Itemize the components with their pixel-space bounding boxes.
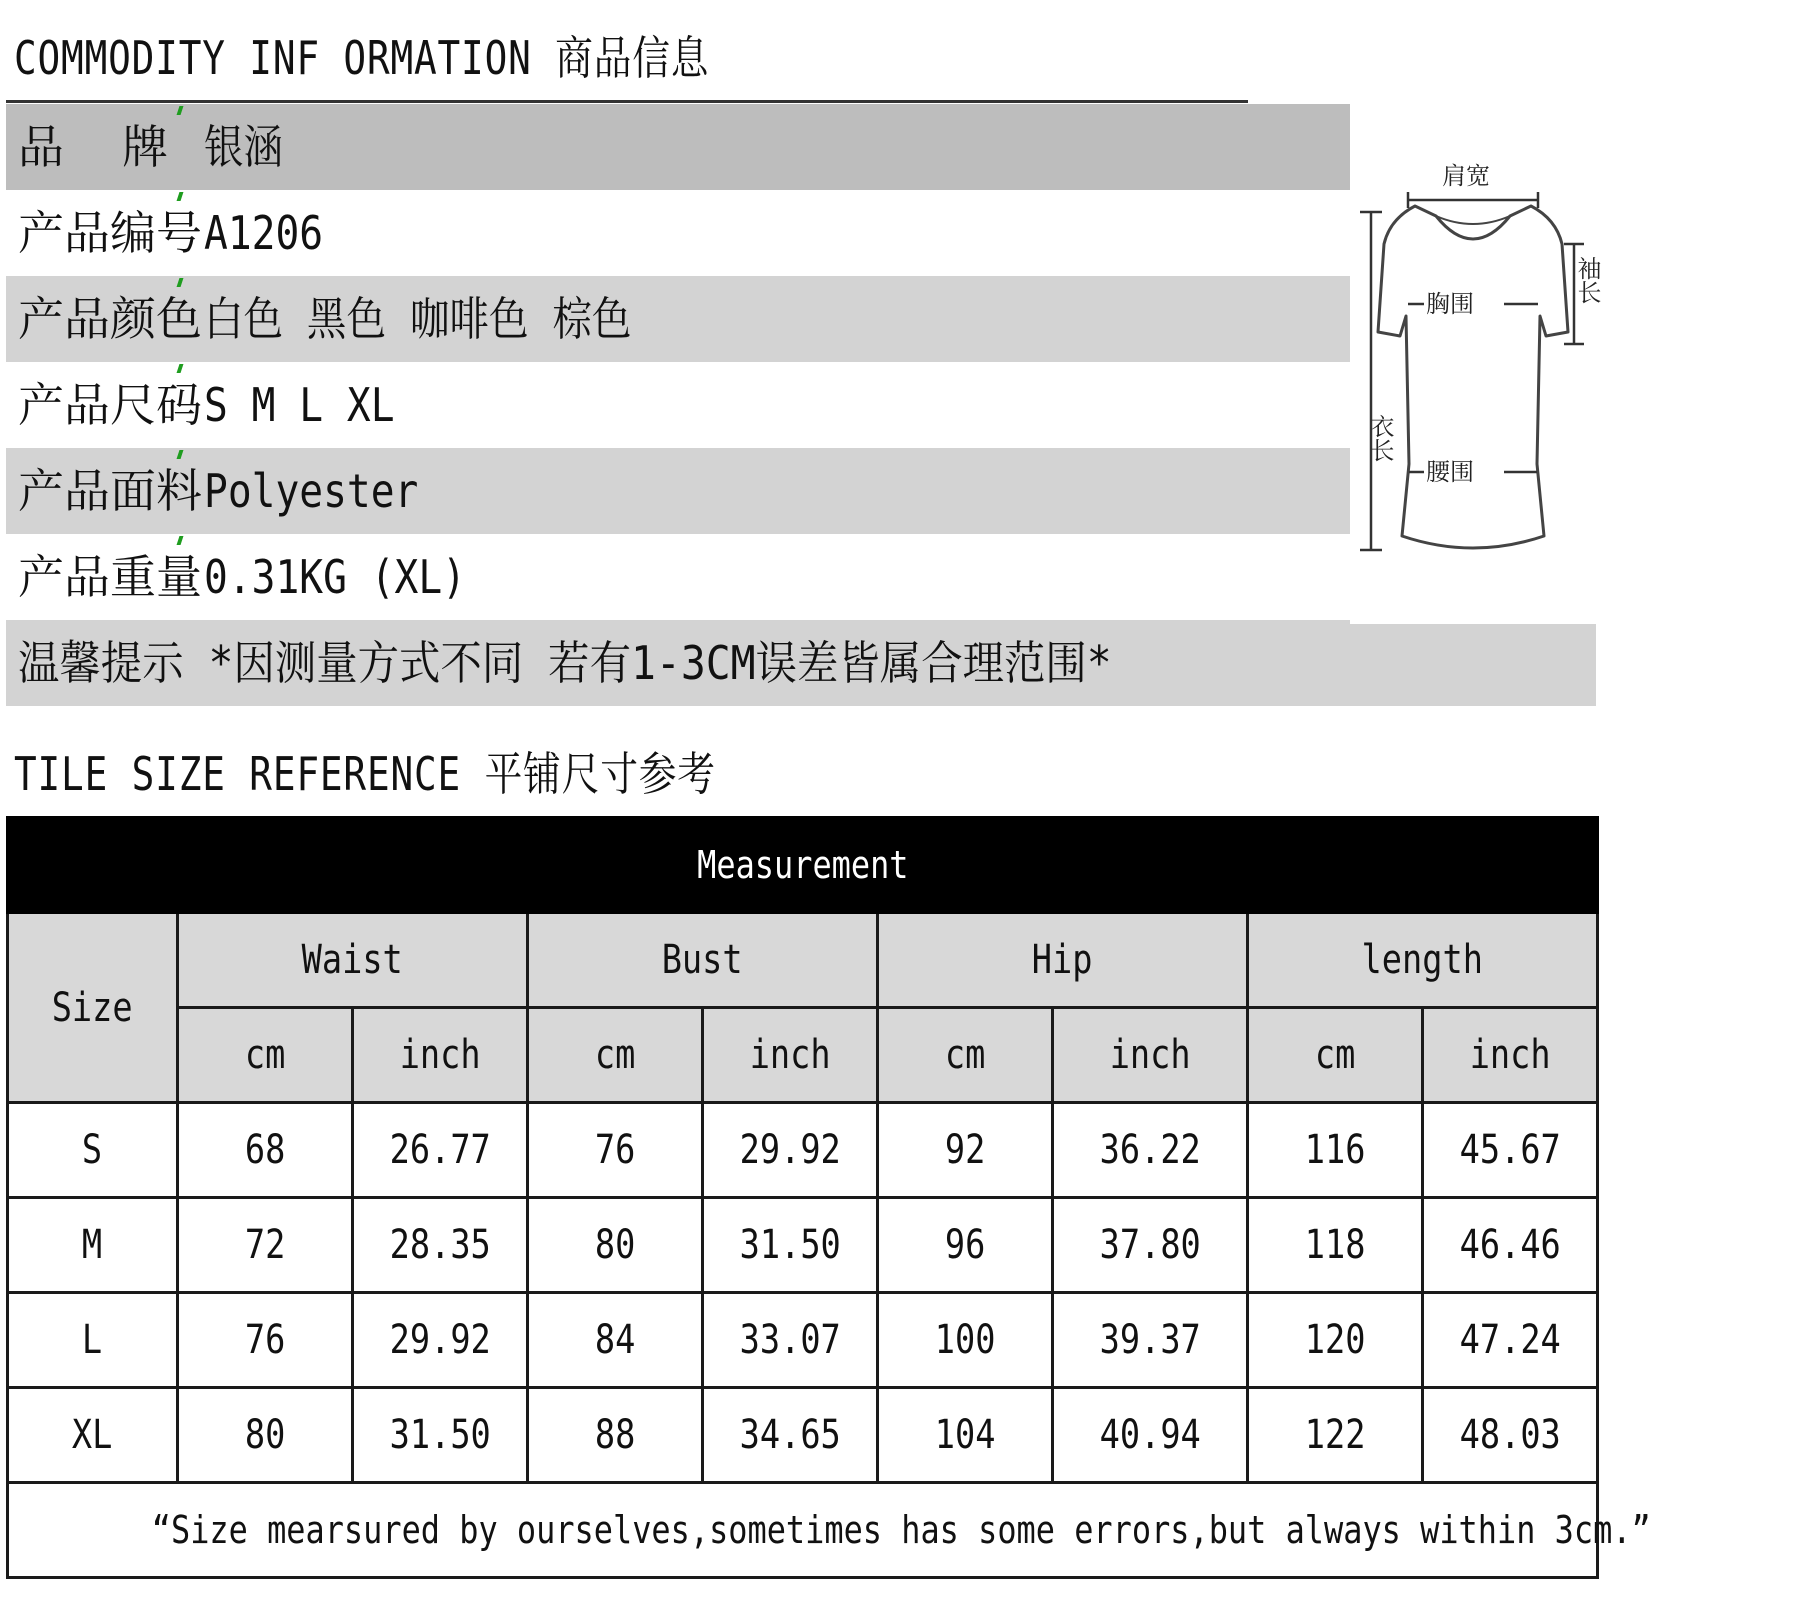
info-value: A1206 bbox=[204, 206, 324, 260]
value-cell: 88 bbox=[528, 1388, 703, 1483]
value-cell: 80 bbox=[528, 1198, 703, 1293]
info-value: Polyester bbox=[204, 464, 419, 518]
value-cell: 29.92 bbox=[353, 1293, 528, 1388]
value-cell: 92 bbox=[878, 1103, 1053, 1198]
value-cell: 39.37 bbox=[1053, 1293, 1248, 1388]
size-header: Size bbox=[8, 913, 178, 1103]
table-row bbox=[8, 1103, 1598, 1198]
table-row bbox=[8, 1198, 1598, 1293]
table-title-row bbox=[8, 818, 1598, 913]
value-cell: 47.24 bbox=[1423, 1293, 1598, 1388]
unit-header: cm bbox=[878, 1008, 1053, 1103]
value-cell: 96 bbox=[878, 1198, 1053, 1293]
unit-header-row bbox=[8, 1008, 1598, 1103]
table-note-row bbox=[8, 1483, 1598, 1578]
unit-header: cm bbox=[178, 1008, 353, 1103]
size-cell: XL bbox=[8, 1388, 178, 1483]
value-cell: 46.46 bbox=[1423, 1198, 1598, 1293]
value-cell: 28.35 bbox=[353, 1198, 528, 1293]
value-cell: 84 bbox=[528, 1293, 703, 1388]
info-value: 白色 黑色 咖啡色 棕色 bbox=[204, 292, 632, 346]
unit-header: inch bbox=[703, 1008, 878, 1103]
info-row-product-code bbox=[6, 190, 1350, 276]
value-cell: 120 bbox=[1248, 1293, 1423, 1388]
value-cell: 26.77 bbox=[353, 1103, 528, 1198]
info-row-sizes bbox=[6, 362, 1350, 448]
value-cell: 118 bbox=[1248, 1198, 1423, 1293]
size-cell: M bbox=[8, 1198, 178, 1293]
commodity-info-heading: COMMODITY INF ORMATION 商品信息 bbox=[14, 31, 710, 85]
info-row-colors bbox=[6, 276, 1350, 362]
dress-outline-icon bbox=[1350, 104, 1601, 624]
group-header-row bbox=[8, 913, 1598, 1008]
value-cell: 40.94 bbox=[1053, 1388, 1248, 1483]
value-cell: 48.03 bbox=[1423, 1388, 1598, 1483]
value-cell: 37.80 bbox=[1053, 1198, 1248, 1293]
value-cell: 33.07 bbox=[703, 1293, 878, 1388]
chest-label: 胸围 bbox=[1426, 290, 1474, 318]
tip-text: 温馨提示 *因测量方式不同 若有1-3CM误差皆属合理范围* bbox=[18, 636, 1112, 690]
info-row-weight bbox=[6, 534, 1350, 620]
waist-label: 腰围 bbox=[1426, 458, 1474, 486]
info-value: 银涵 bbox=[204, 120, 284, 174]
value-cell: 34.65 bbox=[703, 1388, 878, 1483]
value-cell: 68 bbox=[178, 1103, 353, 1198]
sleeve-label: 袖长 bbox=[1573, 256, 1601, 304]
length-header: length bbox=[1248, 913, 1598, 1008]
value-cell: 76 bbox=[178, 1293, 353, 1388]
value-cell: 122 bbox=[1248, 1388, 1423, 1483]
info-label: 产品编号 bbox=[18, 206, 202, 260]
heading-rule bbox=[6, 100, 1248, 103]
value-cell: 72 bbox=[178, 1198, 353, 1293]
info-value: S M L XL bbox=[204, 378, 395, 432]
value-cell: 76 bbox=[528, 1103, 703, 1198]
info-label: 品牌 bbox=[18, 120, 226, 174]
value-cell: 104 bbox=[878, 1388, 1053, 1483]
size-chart-table bbox=[6, 816, 1651, 1579]
table-title: Measurement bbox=[8, 818, 1598, 913]
value-cell: 31.50 bbox=[353, 1388, 528, 1483]
value-cell: 45.67 bbox=[1423, 1103, 1598, 1198]
info-label: 产品尺码 bbox=[18, 378, 202, 432]
size-cell: S bbox=[8, 1103, 178, 1198]
table-row bbox=[8, 1293, 1598, 1388]
info-row-fabric bbox=[6, 448, 1350, 534]
unit-header: cm bbox=[528, 1008, 703, 1103]
value-cell: 80 bbox=[178, 1388, 353, 1483]
info-row-brand bbox=[6, 104, 1350, 190]
value-cell: 31.50 bbox=[703, 1198, 878, 1293]
info-label: 产品面料 bbox=[18, 464, 202, 518]
size-cell: L bbox=[8, 1293, 178, 1388]
info-label: 产品重量 bbox=[18, 550, 202, 604]
length-label: 衣长 bbox=[1366, 414, 1394, 462]
info-label: 产品颜色 bbox=[18, 292, 202, 346]
dress-measurement-diagram bbox=[1350, 104, 1601, 624]
unit-header: inch bbox=[1423, 1008, 1598, 1103]
value-cell: 36.22 bbox=[1053, 1103, 1248, 1198]
bust-header: Bust bbox=[528, 913, 878, 1008]
info-row-tip bbox=[6, 620, 1596, 706]
waist-header: Waist bbox=[178, 913, 528, 1008]
hip-header: Hip bbox=[878, 913, 1248, 1008]
value-cell: 116 bbox=[1248, 1103, 1423, 1198]
value-cell: 29.92 bbox=[703, 1103, 878, 1198]
unit-header: inch bbox=[353, 1008, 528, 1103]
value-cell: 100 bbox=[878, 1293, 1053, 1388]
info-value: 0.31KG (XL) bbox=[204, 550, 466, 604]
size-note: “Size mearsured by ourselves,sometimes has some errors,but always within 3cm.” bbox=[8, 1483, 1598, 1578]
unit-header: inch bbox=[1053, 1008, 1248, 1103]
shoulder-label: 肩宽 bbox=[1442, 162, 1490, 190]
tile-size-heading: TILE SIZE REFERENCE 平铺尺寸参考 bbox=[14, 747, 716, 801]
table-row bbox=[8, 1388, 1598, 1483]
unit-header: cm bbox=[1248, 1008, 1423, 1103]
